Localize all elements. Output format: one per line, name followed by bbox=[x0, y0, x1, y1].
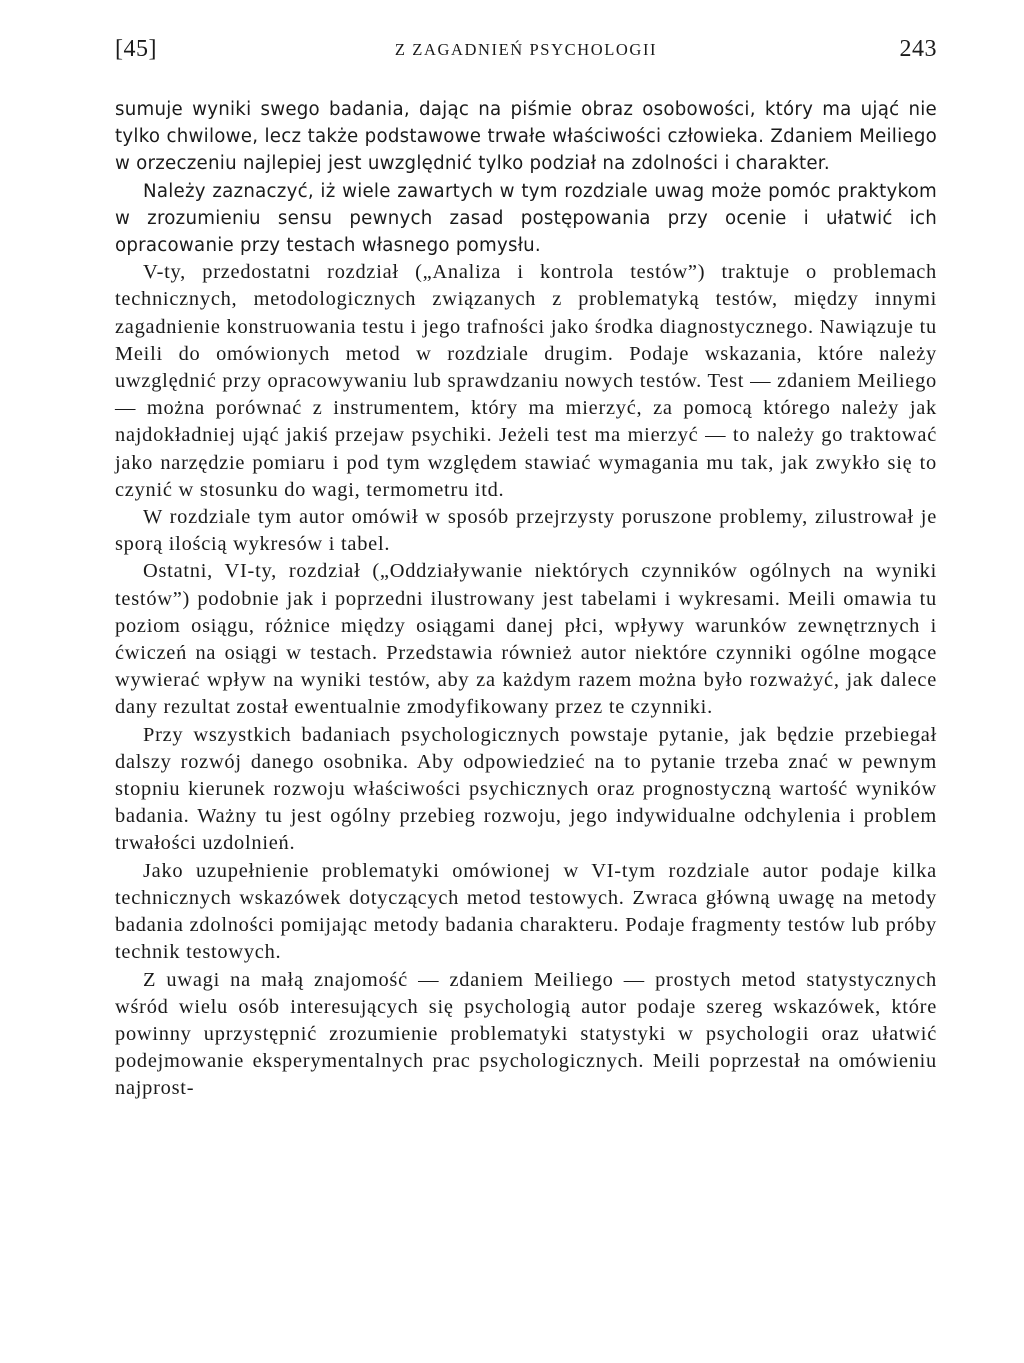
running-title: Z ZAGADNIEŃ PSYCHOLOGII bbox=[394, 40, 658, 59]
body-text bbox=[115, 96, 937, 1103]
paragraph-3: V-ty, przedostatni rozdział („Analiza i kontrola testów”) traktuje o problemach technicznych, metodologicznych związanych z problematyką testów, między innymi zagadnienie konstruowania testu i jego trafności jako środka diagnostycznego. Nawiązuje tu Meili do omówionych metod w rozdziale drugim. Podaje wskazania, które należy uwzględnić przy opracowywaniu lub sprawdzaniu nowych testów. Test — zdaniem Meiliego — można porównać z instrumentem, który ma mierzyć, za pomocą którego należy jak najdokładniej ująć jakiś przejaw psychiki. Jeżeli test ma mierzyć — to należy go traktować jako narzędzie pomiaru i pod tym względem stawiać wymagania mu tak, jak zwykło się to czynić w stosunku do wagi, termometru itd. bbox=[115, 261, 937, 501]
paragraph-1: sumuje wyniki swego badania, dając na piśmie obraz osobowości, który ma ująć nie tylko chwilowe, lecz także podstawowe trwałe właściwości człowieka. Zdaniem Meiliego w orzeczeniu najlepiej jest uwzględnić tylko podział na zdolności i charakter. bbox=[115, 99, 937, 175]
paragraph-7: Jako uzupełnienie problematyki omówionej w VI-tym rozdziale autor podaje kilka technicznych wskazówek dotyczących metod testowych. Zwraca główną uwagę na metody badania zdolności pomijając metody badania charakteru. Podaje fragmenty testów lub próby technik testowych. bbox=[115, 859, 937, 964]
paragraph-8: Z uwagi na małą znajomość — zdaniem Meiliego — prostych metod statystycznych wśród wielu osób interesujących się psychologią autor podaje szereg wskazówek, które powinny uprzystępnić zrozumienie problematyki statystyki w psychologii oraz ułatwić podejmowanie eksperymentalnych prac psychologicznych. Meili poprzestał na omówieniu najprost- bbox=[115, 968, 937, 1100]
paragraph-6: Przy wszystkich badaniach psychologicznych powstaje pytanie, jak będzie przebiegał dalszy rozwój danego osobnika. Aby odpowiedzieć na to pytanie trzeba znać w pewnym stopniu kierunek rozwoju właściwości psychicznych oraz prognostyczną wartość wyników badania. Ważny tu jest ogólny przebieg rozwoju, jego indywidualne odchylenia i problem trwałości uzdolnień. bbox=[115, 723, 937, 855]
book-page bbox=[115, 28, 937, 1100]
page-reference: [45] bbox=[115, 36, 157, 62]
running-head bbox=[115, 28, 937, 74]
paragraph-5: Ostatni, VI-ty, rozdział („Oddziaływanie niektórych czynników ogólnych na wyniki testów”) podobnie jak i poprzedni ilustrowany jest tabelami i wykresami. Meili omawia tu poziom osiągu, różnice między osiągami danej płci, wpływy warunków zewnętrznych i ćwiczeń na osiągi w testach. Przedstawia również autor niektóre czynniki ogólne mogące wywierać wpływ na wyniki testów, aby za każdym razem można było rozważyć, jak dalece dany rezultat został ewentualnie zmodyfikowany przez te czynniki. bbox=[115, 560, 937, 719]
paragraph-4: W rozdziale tym autor omówił w sposób przejrzysty poruszone problemy, zilustrował je sporą ilością wykresów i tabel. bbox=[115, 506, 937, 556]
page-number: 243 bbox=[899, 36, 937, 62]
paragraph-2: Należy zaznaczyć, iż wiele zawartych w tym rozdziale uwag może pomóc praktykom w zrozumieniu sensu pewnych zasad postępowania przy ocenie i ułatwić ich opracowanie przy testach własnego pomysłu. bbox=[115, 180, 937, 257]
